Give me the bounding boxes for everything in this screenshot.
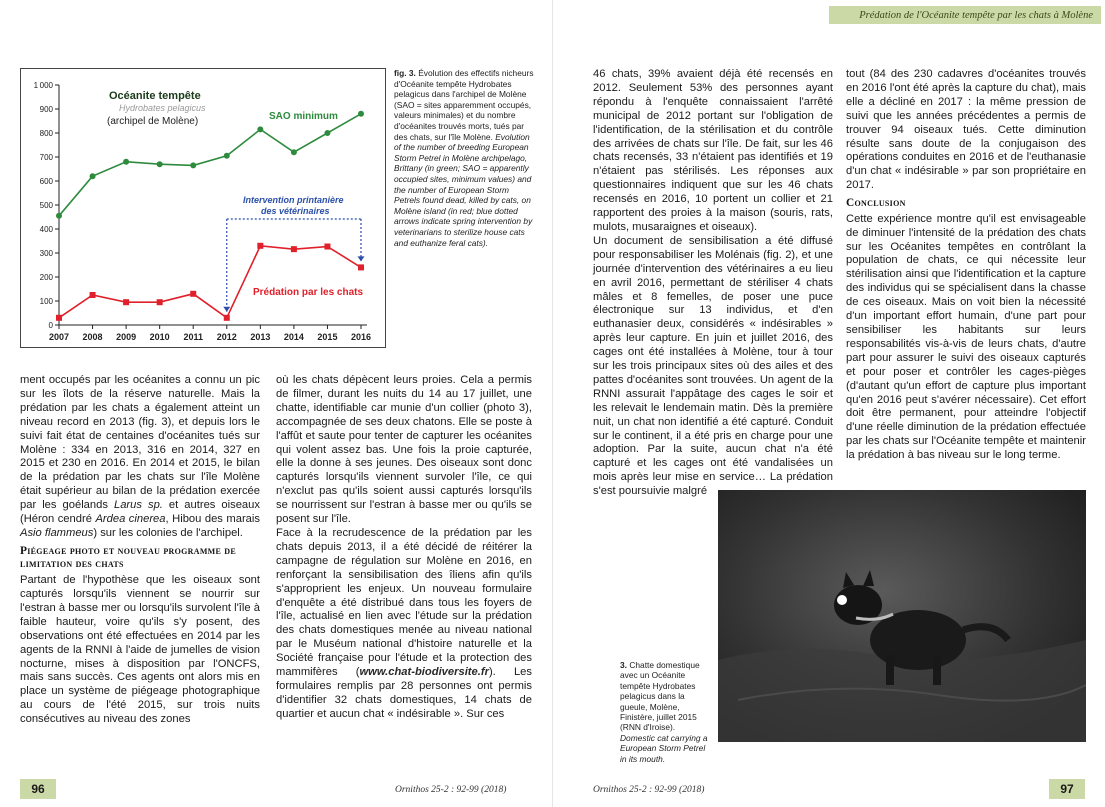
annotation-line2: des vétérinaires (261, 206, 330, 216)
y-tick-label: 300 (39, 249, 53, 258)
paragraph: tout (84 des 230 cadavres d'océanites trouvés en 2016 l'ont été après la capture du chat), mais elle a décliné en 2017 : la même pression de suivi que les années précédentes a permis de trouver 94 oiseaux tués. Cette diminution résulte sans doute de la conjugaison des opérations conduites en 2016 et de l'euthanasie d'un chat « indésirable » par son propriétaire en 2017. (846, 68, 1086, 192)
right-column-1 (593, 68, 833, 499)
data-point (90, 173, 96, 179)
paragraph: où les chats dépècent leurs proies. Cela a permis de filmer, durant les nuits du 14 au 17 juillet, une chatte, identifiable car munie d'un collier (photo 3), accompagnée de ses deux chatons. Elle se poste à l'affût et saute pour tenter de capturer les océanites qui volent assez bas. Une fois la proie capturée, elle la donne à ses jeunes. Des oiseaux sont donc capturés lorsqu'ils viennent survoler l'île, ce qui n'exclut pas qu'ils soient aussi capturés lorsqu'ils se nourrissent sur l'estran à basse mer ou qu'ils se posent sur l'île. (276, 374, 532, 526)
left-column-1 (20, 374, 260, 727)
paragraph: Un document de sensibilisation a été diffusé pour responsabiliser les Molénais (fig. 2), et une journée d'intervention des vétérinaires a eu lieu en avril 2016, permettant de stériliser 4 chats mâles et 8 femelles, de poser une puce électronique sur 13 individus, et d'en euthanasier deux, considérés « indésirables » après leur capture. En juin et juillet 2016, des cages ont été installées à Molène, tour à tour sur les trois principaux sites où des ailes et des pattes d'océanites sont trouvées. Un agent de la RNNI assurait l'appâtage des cages le soir et les relevait le lendemain matin. Dès la première nuit, un chat non identifié a été capturé. Conduit sur le continent, il a été pris en charge pour une adoption. Par la suite, aucun chat n'a été capturé et les cages ont été vandalisées un mois après leur mise en service… La prédation s'est poursuivie malgré (593, 234, 833, 498)
paragraph: 46 chats, 39% avaient déjà été recensés en 2012. Seulement 53% des personnes ayant répondu à l'enquête connaissaient l'arrêté municipal de 2012 portant sur l'obligation de l'identification, de la stérilisation et du contrôle des arrivées de chats sur l'île. De fait, sur les 46 chats recensés, 33 n'étaient pas identifiés et 19 n'étaient pas stérilisés. Les réponses aux questionnaires indiquent que sur les 46 chats recensés en 2016, 10 portent un collier et 21 rapportent des proies à la maison (souris, rats, mulots, musaraignes et oiseaux). (593, 68, 833, 233)
data-point (257, 243, 263, 249)
data-point (224, 315, 230, 321)
data-point (291, 246, 297, 252)
figure-label: fig. 3. (394, 68, 416, 78)
photo-caption-fr: Chatte domestique avec un Océanite tempête Hydrobates pelagicus dans la gueule, Molène, Finistère, juillet 2015 (RNN d'Iroise). (620, 660, 700, 733)
data-point (157, 299, 163, 305)
paragraph: Face à la recrudescence de la prédation par les chats depuis 2013, il a été décidé de réitérer la campagne de régulation sur Molène en 2016, en renforçant la sensibilisation des îliens afin qu'ils s'approprient les enjeux. Un nouveau formulaire d'enquête a été distribué dans tous les foyers de l'île, actualisé en lien avec l'étude sur la prédation des chats domestiques menée au niveau national par le Muséum national d'histoire naturelle et la Société française pour l'étude et la protection des mammifères (www.chat-biodiversite.fr). Les formulaires remplis par 28 personnes ont permis d'identifier 32 chats domestiques, 14 chats de quartier et aucun chat « indésirable ». Sur ces (276, 526, 532, 720)
y-tick-label: 900 (39, 105, 53, 114)
photo-caption (620, 660, 712, 764)
data-point (291, 149, 297, 155)
paragraph: Partant de l'hypothèse que les oiseaux sont capturés lorsqu'ils viennent se nourrir sur l'estran à basse mer ou lorsqu'ils survolent l'île à faible hauteur, voire qu'ils s'y posent, des observations ont été effectuées en 2014 par les agents de la RNNI à l'aide de jumelles de vision nocturne, mises à disposition par l'ONCFS, mais sans succès. Ces agents ont alors mis en place un système de piégeage photographique au cours de l'été 2015, sur trois nuits consécutives au niveau des zones (20, 574, 260, 726)
photo-label: 3. (620, 660, 627, 670)
chart-svg (21, 69, 385, 347)
data-point (157, 161, 163, 167)
y-tick-label: 800 (39, 129, 53, 138)
paragraph: ment occupés par les océanites a connu un pic sur les îlots de la réserve naturelle. Mais la prédation par les chats a également atteint un niveau record en 2013 (fig. 3), et depuis lors le suivi fait état de centaines d'océanites tués sur Molène : 334 en 2013, 316 en 2014, 327 en 2015 et 230 en 2016. En 2014 et 2015, le bilan de la prédation par les chats sur l'île Molène était supérieur au bilan de la prédation exercée par les goélands Larus sp. et autres oiseaux (Héron cendré Ardea cinerea, Hibou des marais Asio flammeus) sur les colonies de l'archipel. (20, 374, 260, 539)
population-chart (20, 68, 386, 348)
x-tick-label: 2011 (183, 332, 203, 342)
y-tick-label: 500 (39, 201, 53, 210)
page-number-right: 97 (1049, 779, 1085, 799)
y-tick-label: 700 (39, 153, 53, 162)
left-column-2 (276, 374, 532, 722)
data-point (324, 244, 330, 250)
y-tick-label: 600 (39, 177, 53, 186)
x-tick-label: 2008 (82, 332, 103, 342)
x-tick-label: 2014 (283, 332, 304, 342)
y-tick-label: 400 (39, 225, 53, 234)
chart-title-latin: Hydrobates pelagicus (119, 103, 206, 113)
y-tick-label: 0 (48, 321, 53, 330)
data-point (90, 292, 96, 298)
data-point (324, 130, 330, 136)
photo-caption-en: Domestic cat carrying a European Storm Petrel in its mouth. (620, 732, 708, 764)
y-tick-label: 100 (39, 297, 53, 306)
data-point (224, 153, 230, 159)
data-point (123, 299, 129, 305)
running-title: Prédation de l'Océanite tempête par les chats à Molène (829, 6, 1101, 24)
journal-ref-left: Ornithos 25-2 : 92-99 (2018) (395, 785, 507, 795)
annotation-arrowhead (358, 256, 365, 261)
cat-photo-image (718, 490, 1086, 742)
data-point (358, 111, 364, 117)
right-column-2 (846, 68, 1086, 463)
data-point (56, 315, 62, 321)
x-tick-label: 2016 (350, 332, 372, 342)
x-tick-label: 2012 (216, 332, 237, 342)
annotation-line1: Intervention printanière (243, 195, 344, 205)
chart-title: Océanite tempête (109, 90, 201, 102)
data-point (190, 291, 196, 297)
x-tick-label: 2010 (149, 332, 170, 342)
data-point (358, 264, 364, 270)
legend-sao-minimum: SAO minimum (269, 111, 338, 122)
journal-ref-right: Ornithos 25-2 : 92-99 (2018) (593, 785, 705, 795)
series-line-1 (59, 246, 364, 318)
page-number-left: 96 (20, 779, 56, 799)
x-tick-label: 2007 (48, 332, 70, 342)
section-heading-piegeage: Piégeage photo et nouveau programme de limitation des chats (20, 544, 237, 571)
legend-predation: Prédation par les chats (253, 287, 364, 298)
figure-caption (394, 68, 534, 248)
data-point (190, 162, 196, 168)
website-link[interactable]: www.chat-biodiversite.fr (359, 666, 489, 679)
y-tick-label: 1 000 (33, 81, 53, 90)
chart-title-location: (archipel de Molène) (107, 116, 199, 127)
x-tick-label: 2015 (317, 332, 338, 342)
x-tick-label: 2013 (250, 332, 271, 342)
left-page (0, 0, 552, 807)
cat-photo (718, 490, 1086, 742)
data-point (56, 213, 62, 219)
figure-caption-en: Evolution of the number of breeding European Storm Petrel in Molène archipelago, Brittany (in green; SAO = apparently occupied sites, minimum values) and the number of European Storm Petrels found dead, killed by cats, on Molène island (in red; blue dotted arrows indicate spring intervention by veterinarians to sterilize house cats and euthanize feral cats). (394, 131, 533, 248)
paragraph: Cette expérience montre qu'il est envisageable de diminuer l'intensité de la prédation des chats sur les Océanites tempêtes en contrôlant la population de chats, ce qui nécessite leur stérilisation ainsi que l'identification et la capture des individus qui se spécialisent dans la chasse de ces oiseaux. Mais on voit bien la nécessité d'un important effort humain, d'une part pour sensibiliser les habitants sur leurs responsabilités vis-à-vis de leurs chats, d'autre part pour assurer le suivi des oiseaux capturés et pour poser et contrôler les cages-pièges (d'autant qu'un effort de capture plus important qu'en 2016 peut s'avérer nécessaire). Cet effort doit être permanent, pour atteindre l'objectif d'une réelle diminution de la prédation effectuée par les chats sur l'Océanite tempête et maintenir la prédation à bas niveau sur le long terme. (846, 212, 1086, 462)
figure-caption-fr: Évolution des effectifs nicheurs d'Océanite tempête Hydrobates pelagicus dans l'archipel de Molène (SAO = sites apparemment occupés, valeurs minimales) et du nombre d'océanites trouvés morts, tués par des chats, sur l'île Molène. (394, 68, 534, 142)
data-point (123, 159, 129, 165)
y-tick-label: 200 (39, 273, 53, 282)
section-heading-conclusion: Conclusion (846, 197, 906, 210)
x-tick-label: 2009 (116, 332, 137, 342)
data-point (257, 126, 263, 132)
